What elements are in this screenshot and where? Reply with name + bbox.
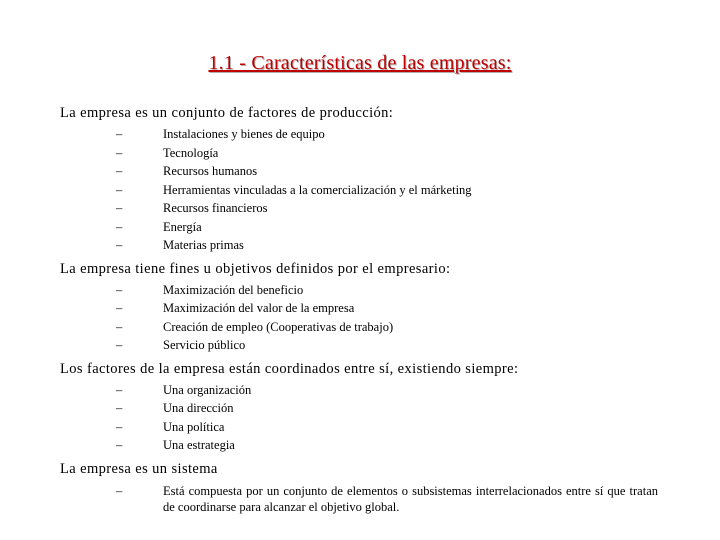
list-item bbox=[60, 399, 700, 418]
list-item bbox=[60, 162, 700, 181]
list-item-text: Una dirección bbox=[163, 401, 234, 415]
dash-bullet: – bbox=[116, 301, 123, 315]
dash-bullet: – bbox=[116, 219, 123, 234]
list-item bbox=[60, 418, 700, 437]
list-item bbox=[60, 436, 700, 455]
list-item bbox=[60, 299, 700, 318]
list-item bbox=[60, 318, 700, 337]
list-item-text: Maximización del beneficio bbox=[163, 282, 304, 297]
section-fines-objetivos bbox=[60, 259, 700, 355]
sub-list bbox=[60, 381, 700, 455]
list-item bbox=[60, 281, 700, 300]
dash-bullet: – bbox=[116, 319, 123, 334]
dash-bullet: – bbox=[116, 145, 123, 160]
sub-list bbox=[60, 125, 700, 255]
dash-bullet: – bbox=[116, 238, 123, 252]
dash-bullet: – bbox=[116, 419, 123, 434]
section-sistema bbox=[60, 459, 700, 515]
list-item-text: Una política bbox=[163, 419, 225, 434]
dash-bullet: – bbox=[116, 164, 123, 178]
list-item-text: Tecnología bbox=[163, 145, 219, 160]
list-item-text: Servicio público bbox=[163, 338, 246, 352]
list-item bbox=[60, 336, 700, 355]
dash-bullet: – bbox=[116, 338, 123, 352]
list-item bbox=[60, 483, 658, 515]
list-item-text: Herramientas vinculadas a la comercialización y el márketing bbox=[163, 182, 472, 197]
dash-bullet: – bbox=[116, 438, 123, 452]
list-item bbox=[60, 199, 700, 218]
dash-bullet: – bbox=[116, 282, 123, 297]
dash-bullet: – bbox=[116, 127, 123, 141]
list-item-text: Una organización bbox=[163, 382, 252, 397]
list-item-text: Materias primas bbox=[163, 238, 244, 252]
list-item-text: Recursos humanos bbox=[163, 164, 258, 178]
section-heading: La empresa es un conjunto de factores de producción: bbox=[60, 105, 394, 121]
list-item-text: Maximización del valor de la empresa bbox=[163, 301, 355, 315]
dash-bullet: – bbox=[116, 382, 123, 397]
sub-list bbox=[60, 483, 700, 515]
section-factores-produccion bbox=[60, 103, 700, 255]
section-factores-coordinados bbox=[60, 359, 700, 455]
dash-bullet: – bbox=[116, 483, 123, 498]
list-item-text: Energía bbox=[163, 219, 202, 234]
dash-bullet: – bbox=[116, 201, 123, 215]
list-item bbox=[60, 381, 700, 400]
dash-bullet: – bbox=[116, 401, 123, 415]
list-item bbox=[60, 181, 700, 200]
dash-bullet: – bbox=[116, 182, 123, 197]
list-item bbox=[60, 236, 700, 255]
list-item bbox=[60, 125, 700, 144]
list-item bbox=[60, 218, 700, 237]
list-item-text: Una estrategia bbox=[163, 438, 235, 452]
list-item-text: Está compuesta por un conjunto de elementos o subsistemas interrelacionados entre sí que tratan de coordinarse para alcanzar el objetivo global. bbox=[163, 483, 658, 514]
slide-title: 1.1 - Características de las empresas: bbox=[208, 52, 512, 74]
list-item-text: Creación de empleo (Cooperativas de trabajo) bbox=[163, 319, 394, 334]
list-item bbox=[60, 144, 700, 163]
section-heading: Los factores de la empresa están coordinados entre sí, existiendo siempre: bbox=[60, 360, 519, 377]
list-item-text: Instalaciones y bienes de equipo bbox=[163, 127, 325, 141]
sub-list bbox=[60, 281, 700, 355]
slide-content bbox=[60, 103, 700, 519]
list-item-text: Recursos financieros bbox=[163, 201, 268, 215]
section-heading: La empresa es un sistema bbox=[60, 460, 218, 477]
section-heading: La empresa tiene fines u objetivos definidos por el empresario: bbox=[60, 260, 451, 277]
